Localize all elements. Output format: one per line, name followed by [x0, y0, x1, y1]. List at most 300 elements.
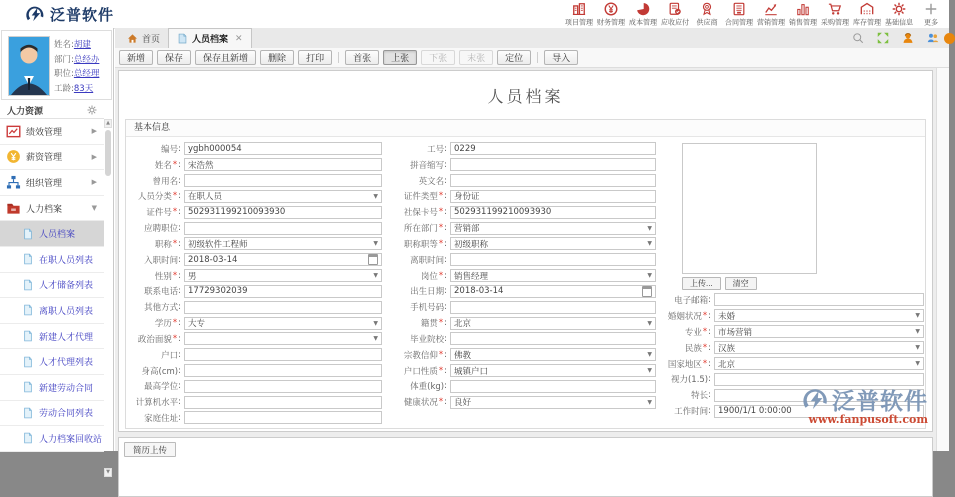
field-label-text: 应聘职位: [144, 224, 179, 235]
select-field[interactable]: [184, 317, 382, 330]
document-icon: [22, 303, 34, 317]
form-field-row: [126, 204, 382, 220]
field-label: [666, 326, 714, 338]
select-field[interactable]: [714, 325, 924, 338]
chevron-right-icon: ▶: [91, 178, 97, 187]
document-icon: [22, 227, 34, 241]
sidebar-item[interactable]: [0, 375, 104, 401]
field-label-text: 工号: [427, 144, 445, 155]
form-column-1: [126, 141, 382, 426]
text-input[interactable]: [184, 174, 382, 187]
module-medal[interactable]: [691, 1, 723, 28]
main-scrollbar[interactable]: [936, 68, 949, 451]
field-value: 北京: [454, 319, 472, 330]
form-field-row: [126, 315, 382, 331]
field-label: [388, 238, 450, 250]
yen-icon: [604, 2, 618, 17]
field-label-text: 证件号: [146, 208, 172, 219]
form-field-row: [126, 410, 382, 426]
medal-icon: [700, 2, 714, 17]
field-label-text: 户口性质: [403, 366, 438, 377]
required-asterisk: *: [438, 238, 444, 249]
text-input[interactable]: [714, 293, 924, 306]
sidebar-group-perf[interactable]: [0, 119, 104, 145]
label-colon: :: [178, 333, 181, 344]
text-input[interactable]: [450, 332, 656, 345]
sidebar-group-label: 绩效管理: [26, 127, 63, 138]
module-building[interactable]: [563, 1, 595, 28]
module-label: 营销管理: [756, 18, 786, 27]
label-colon: :: [444, 365, 447, 376]
tab-active[interactable]: [168, 28, 252, 48]
label-colon: :: [178, 270, 181, 281]
document-icon: [22, 329, 34, 343]
field-value: 宋浩然: [188, 160, 214, 171]
select-field[interactable]: [450, 348, 656, 361]
select-field[interactable]: [184, 269, 382, 282]
filetab-icon: [177, 33, 188, 44]
select-field[interactable]: [450, 237, 656, 250]
clear-photo-button[interactable]: 清空: [725, 277, 757, 290]
form-field-row: [666, 371, 924, 387]
field-value: 市场营销: [718, 327, 753, 338]
search-icon[interactable]: [852, 32, 864, 44]
sidebar-group-salary[interactable]: [0, 145, 104, 171]
field-label-text: 政治面貌: [137, 334, 172, 345]
date-field[interactable]: [184, 253, 382, 266]
form-field-row: [666, 292, 924, 308]
field-label: [126, 317, 184, 329]
photo-actions: [682, 277, 757, 290]
module-plus[interactable]: [915, 1, 947, 28]
profile-link[interactable]: 胡建: [73, 40, 91, 51]
field-label: [666, 342, 714, 354]
field-label-text: 国家地区: [667, 359, 702, 370]
toolbar-button[interactable]: 上张: [383, 50, 417, 65]
home-icon: [127, 33, 138, 44]
toolbar-button[interactable]: 打印: [298, 50, 332, 65]
module-label: 采购管理: [820, 18, 850, 27]
form-field-row: [666, 403, 924, 419]
text-input[interactable]: [184, 364, 382, 377]
worker-icon[interactable]: [902, 32, 914, 44]
field-label: [126, 159, 184, 171]
label-colon: :: [708, 358, 711, 369]
scroll-down-icon[interactable]: ▼: [104, 468, 112, 477]
folder-icon: [6, 201, 21, 216]
text-input[interactable]: [714, 373, 924, 386]
field-label: [388, 175, 450, 187]
sidebar-item[interactable]: [0, 349, 104, 375]
upload-photo-button[interactable]: 上传...: [682, 277, 721, 290]
form-field-row: [388, 188, 656, 204]
module-gear[interactable]: [883, 1, 915, 28]
document-icon: [22, 431, 34, 445]
field-label: [388, 159, 450, 171]
field-label-text: 出生日期: [410, 287, 445, 298]
toolbar-button[interactable]: 删除: [260, 50, 294, 65]
toolbar-separator: [537, 52, 538, 63]
field-label-text: 婚姻状况: [667, 311, 702, 322]
toolbar-button: 下张: [421, 50, 455, 65]
module-label: 合同管理: [724, 18, 754, 27]
date-field[interactable]: [450, 285, 656, 298]
logo-text: 泛普软件: [50, 6, 115, 24]
sidebar-item[interactable]: [0, 273, 104, 299]
module-label: 成本管理: [628, 18, 658, 27]
chevron-right-icon: ▶: [91, 152, 97, 161]
required-asterisk: *: [172, 159, 178, 170]
contract-icon: [732, 2, 746, 17]
field-label: [126, 254, 184, 266]
label-colon: :: [178, 223, 181, 234]
text-input[interactable]: [450, 142, 656, 155]
label-colon: :: [444, 159, 447, 170]
label-colon: :: [708, 326, 711, 337]
salary-icon: [6, 149, 21, 164]
watermark-url: www.fanpusoft.com: [808, 413, 928, 426]
sidebar: [0, 28, 114, 475]
field-label-text: 身高(cm): [141, 366, 179, 377]
label-colon: :: [444, 270, 447, 281]
resume-upload-tab[interactable]: 简历上传: [124, 442, 176, 457]
text-input[interactable]: [184, 411, 382, 424]
field-label: [126, 412, 184, 424]
required-asterisk: *: [438, 318, 444, 329]
field-label-text: 籍贯: [420, 319, 438, 330]
required-asterisk: *: [172, 333, 178, 344]
profile-label: 姓名:: [54, 40, 74, 51]
module-yen[interactable]: [595, 1, 627, 28]
field-label: [388, 380, 450, 392]
field-value: 良好: [454, 398, 472, 409]
field-label-text: 英文名: [418, 176, 445, 187]
text-input[interactable]: [184, 285, 382, 298]
field-label-text: 户口: [161, 350, 179, 361]
profile-label: 职位:: [54, 69, 74, 80]
form-field-row: [126, 268, 382, 284]
chevron-down-icon: ▼: [647, 272, 652, 280]
toolbar-button[interactable]: 首张: [345, 50, 379, 65]
select-field[interactable]: [714, 357, 924, 370]
bars-icon: [796, 2, 810, 17]
market-icon: [764, 2, 778, 17]
module-pie[interactable]: [627, 1, 659, 28]
field-value: 502931199210093930: [454, 207, 552, 218]
sidebar-item-label: 离职人员列表: [39, 306, 94, 317]
sidebar-group-org[interactable]: [0, 170, 104, 196]
calendar-icon[interactable]: [368, 254, 378, 265]
form-panel: [118, 70, 933, 432]
text-input[interactable]: [184, 396, 382, 409]
text-input[interactable]: [450, 158, 656, 171]
field-label-text: 体重(kg): [410, 382, 445, 393]
label-colon: :: [444, 397, 447, 408]
label-colon: :: [178, 238, 181, 249]
tab-label: 人员档案: [192, 35, 229, 45]
label-colon: :: [444, 286, 447, 297]
form-field-row: [388, 236, 656, 252]
clipped-icon: [944, 33, 955, 44]
text-input[interactable]: [184, 222, 382, 235]
sidebar-group-folder[interactable]: [0, 196, 104, 222]
field-label: [666, 373, 714, 385]
text-input[interactable]: [184, 348, 382, 361]
text-input[interactable]: [184, 142, 382, 155]
toolbar-button[interactable]: 导入: [544, 50, 578, 65]
field-label: [126, 143, 184, 155]
form-field-row: [388, 220, 656, 236]
field-label-text: 视力(1.5): [670, 375, 709, 386]
toolbar-button[interactable]: 保存: [157, 50, 191, 65]
field-label: [126, 238, 184, 250]
module-cart[interactable]: [819, 1, 851, 28]
sidebar-item-label: 人力档案回收站: [39, 434, 103, 445]
select-field[interactable]: [184, 332, 382, 345]
field-label-text: 姓名: [154, 160, 172, 171]
field-label-text: 职称: [154, 239, 172, 250]
profile-row: [54, 81, 99, 96]
field-value: 2018-03-14: [188, 254, 238, 265]
form-field-row: [666, 387, 924, 403]
module-recv[interactable]: [659, 1, 691, 28]
page-title: 人员档案: [487, 87, 564, 106]
field-label-text: 计算机水平: [135, 398, 179, 409]
module-nav: [563, 1, 947, 28]
label-colon: :: [444, 143, 447, 154]
profile-row: [54, 37, 99, 52]
chevron-down-icon: ▼: [373, 192, 378, 200]
form-field-row: [666, 324, 924, 340]
profile-link[interactable]: 总经理: [73, 69, 100, 80]
toolbar-button[interactable]: 新增: [119, 50, 153, 65]
toolbar-button: 末张: [459, 50, 493, 65]
open-tabs: [115, 28, 949, 48]
field-label: [388, 222, 450, 234]
field-label: [126, 270, 184, 282]
form-column-2: [388, 141, 656, 410]
top-header: [0, 0, 949, 29]
label-colon: :: [178, 302, 181, 313]
label-colon: :: [178, 286, 181, 297]
warehouse-icon: [860, 2, 874, 17]
form-column-3-rows: [666, 292, 924, 419]
label-colon: :: [708, 310, 711, 321]
form-field-row: [126, 363, 382, 379]
field-label: [126, 301, 184, 313]
section-header: 基本信息: [126, 120, 925, 137]
form-field-row: [126, 236, 382, 252]
sidebar-item-label: 在职人员列表: [39, 255, 94, 266]
sidebar-item[interactable]: [0, 401, 104, 427]
label-colon: :: [444, 349, 447, 360]
chevron-down-icon: ▼: [915, 344, 920, 352]
label-colon: :: [444, 302, 447, 313]
required-asterisk: *: [702, 310, 708, 321]
field-label: [388, 333, 450, 345]
form-field-row: [126, 173, 382, 189]
field-label-text: 人员分类: [137, 192, 172, 203]
field-label-text: 职称职等: [403, 239, 438, 250]
field-value: 汉族: [718, 343, 736, 354]
required-asterisk: *: [172, 270, 178, 281]
module-contract[interactable]: [723, 1, 755, 28]
chevron-down-icon: ▼: [647, 240, 652, 248]
sidebar-item-label: 人才代理列表: [39, 358, 94, 369]
required-asterisk: *: [438, 349, 444, 360]
module-market[interactable]: [755, 1, 787, 28]
form-field-row: [126, 394, 382, 410]
field-value: 未婚: [718, 311, 736, 322]
toolbar-button[interactable]: 定位: [497, 50, 531, 65]
toolbar-button[interactable]: 保存且新增: [195, 50, 256, 65]
profile-link[interactable]: 总经办: [73, 54, 100, 65]
form-field-row: [388, 299, 656, 315]
scroll-up-icon[interactable]: ▲: [104, 119, 112, 128]
fanpu-logo-icon: [26, 5, 45, 24]
form-field-row: [388, 204, 656, 220]
text-input[interactable]: [450, 174, 656, 187]
field-value: 初级职称: [454, 239, 489, 250]
sidebar-group-label: 薪资管理: [26, 153, 63, 164]
tab-label: 首页: [142, 35, 161, 45]
document-icon: [22, 380, 34, 394]
form-field-row: [666, 308, 924, 324]
select-field[interactable]: [714, 309, 924, 322]
label-colon: :: [708, 294, 711, 305]
sidebar-item-label: 劳动合同列表: [39, 409, 94, 420]
label-colon: :: [178, 365, 181, 376]
text-input[interactable]: [450, 190, 656, 203]
gear-icon[interactable]: [87, 105, 97, 115]
select-field[interactable]: [450, 396, 656, 409]
module-label: 库存管理: [852, 18, 882, 27]
select-field[interactable]: [450, 269, 656, 282]
label-colon: :: [178, 412, 181, 423]
sidebar-title: 人力资源: [7, 106, 44, 117]
module-label: 基础信息: [884, 18, 914, 27]
field-label: [126, 333, 184, 345]
form-field-row: [388, 347, 656, 363]
text-input[interactable]: [184, 206, 382, 219]
field-label: [126, 190, 184, 202]
text-input[interactable]: [450, 380, 656, 393]
sidebar-item-label: 新建人才代理: [39, 332, 94, 343]
sidebar-item[interactable]: [0, 426, 104, 452]
field-label: [126, 206, 184, 218]
text-input[interactable]: [714, 405, 924, 418]
field-value: 2018-03-14: [454, 286, 504, 297]
chevron-down-icon: ▼: [373, 319, 378, 327]
close-icon[interactable]: ✕: [235, 33, 243, 44]
text-input[interactable]: [184, 158, 382, 171]
profile-link[interactable]: 83天: [73, 83, 94, 94]
label-colon: :: [444, 191, 447, 202]
field-value: 佛教: [454, 350, 472, 361]
select-field[interactable]: [184, 190, 382, 203]
text-input[interactable]: [714, 389, 924, 402]
text-input[interactable]: [450, 206, 656, 219]
select-field[interactable]: [450, 317, 656, 330]
select-field[interactable]: [450, 364, 656, 377]
field-label-text: 编号: [161, 144, 179, 155]
text-input[interactable]: [450, 253, 656, 266]
sidebar-item[interactable]: [0, 324, 104, 350]
module-label: 财务管理: [596, 18, 626, 27]
label-colon: :: [708, 406, 711, 417]
field-label-text: 特长: [691, 391, 709, 402]
field-value: 大专: [188, 319, 206, 330]
field-label-text: 健康状况: [403, 398, 438, 409]
gear-icon: [892, 2, 906, 17]
label-colon: :: [708, 390, 711, 401]
label-colon: :: [178, 191, 181, 202]
label-colon: :: [444, 207, 447, 218]
field-label: [388, 317, 450, 329]
field-value: 营销部: [454, 224, 480, 235]
module-bars[interactable]: [787, 1, 819, 28]
text-input[interactable]: [184, 301, 382, 314]
field-value: 身份证: [454, 192, 480, 203]
sidebar-header: [0, 102, 104, 119]
sidebar-item[interactable]: [0, 247, 104, 273]
module-warehouse[interactable]: [851, 1, 883, 28]
label-colon: :: [708, 374, 711, 385]
text-input[interactable]: [450, 301, 656, 314]
field-label-text: 拼音缩写: [410, 160, 445, 171]
module-label: 更多: [923, 18, 939, 27]
plus-icon: [924, 2, 938, 17]
sidebar-item[interactable]: [0, 221, 104, 247]
record-toolbar: [115, 48, 949, 68]
text-input[interactable]: [184, 380, 382, 393]
tab-bar: [115, 28, 949, 49]
calendar-icon[interactable]: [642, 286, 652, 297]
resume-section: [118, 437, 933, 497]
field-label-text: 电子邮箱: [674, 295, 709, 306]
select-field[interactable]: [714, 341, 924, 354]
form-field-row: [388, 268, 656, 284]
required-asterisk: *: [172, 207, 178, 218]
profile-label: 部门:: [54, 54, 74, 65]
form-field-row: [388, 363, 656, 379]
form-field-row: [126, 188, 382, 204]
users-icon[interactable]: [927, 32, 939, 44]
field-label-text: 所在部门: [403, 224, 438, 235]
field-label: [126, 222, 184, 234]
tab-home[interactable]: [119, 29, 168, 48]
avatar: [8, 36, 50, 96]
chevron-down-icon: ▼: [915, 312, 920, 320]
label-colon: :: [178, 159, 181, 170]
select-field[interactable]: [450, 222, 656, 235]
module-label: 销售管理: [788, 18, 818, 27]
sidebar-group-label: 组织管理: [26, 178, 63, 189]
form-field-row: [388, 157, 656, 173]
field-value: ygbh000054: [188, 143, 242, 154]
sidebar-item[interactable]: [0, 298, 104, 324]
label-colon: :: [444, 381, 447, 392]
form-field-row: [126, 331, 382, 347]
sidebar-item-label: 新建劳动合同: [39, 383, 94, 394]
field-label: [388, 254, 450, 266]
label-colon: :: [708, 342, 711, 353]
scrollbar-thumb[interactable]: [105, 130, 111, 176]
form-field-row: [388, 394, 656, 410]
select-field[interactable]: [184, 237, 382, 250]
fullscreen-expand-icon[interactable]: [877, 32, 889, 44]
module-label: 项目管理: [564, 18, 594, 27]
